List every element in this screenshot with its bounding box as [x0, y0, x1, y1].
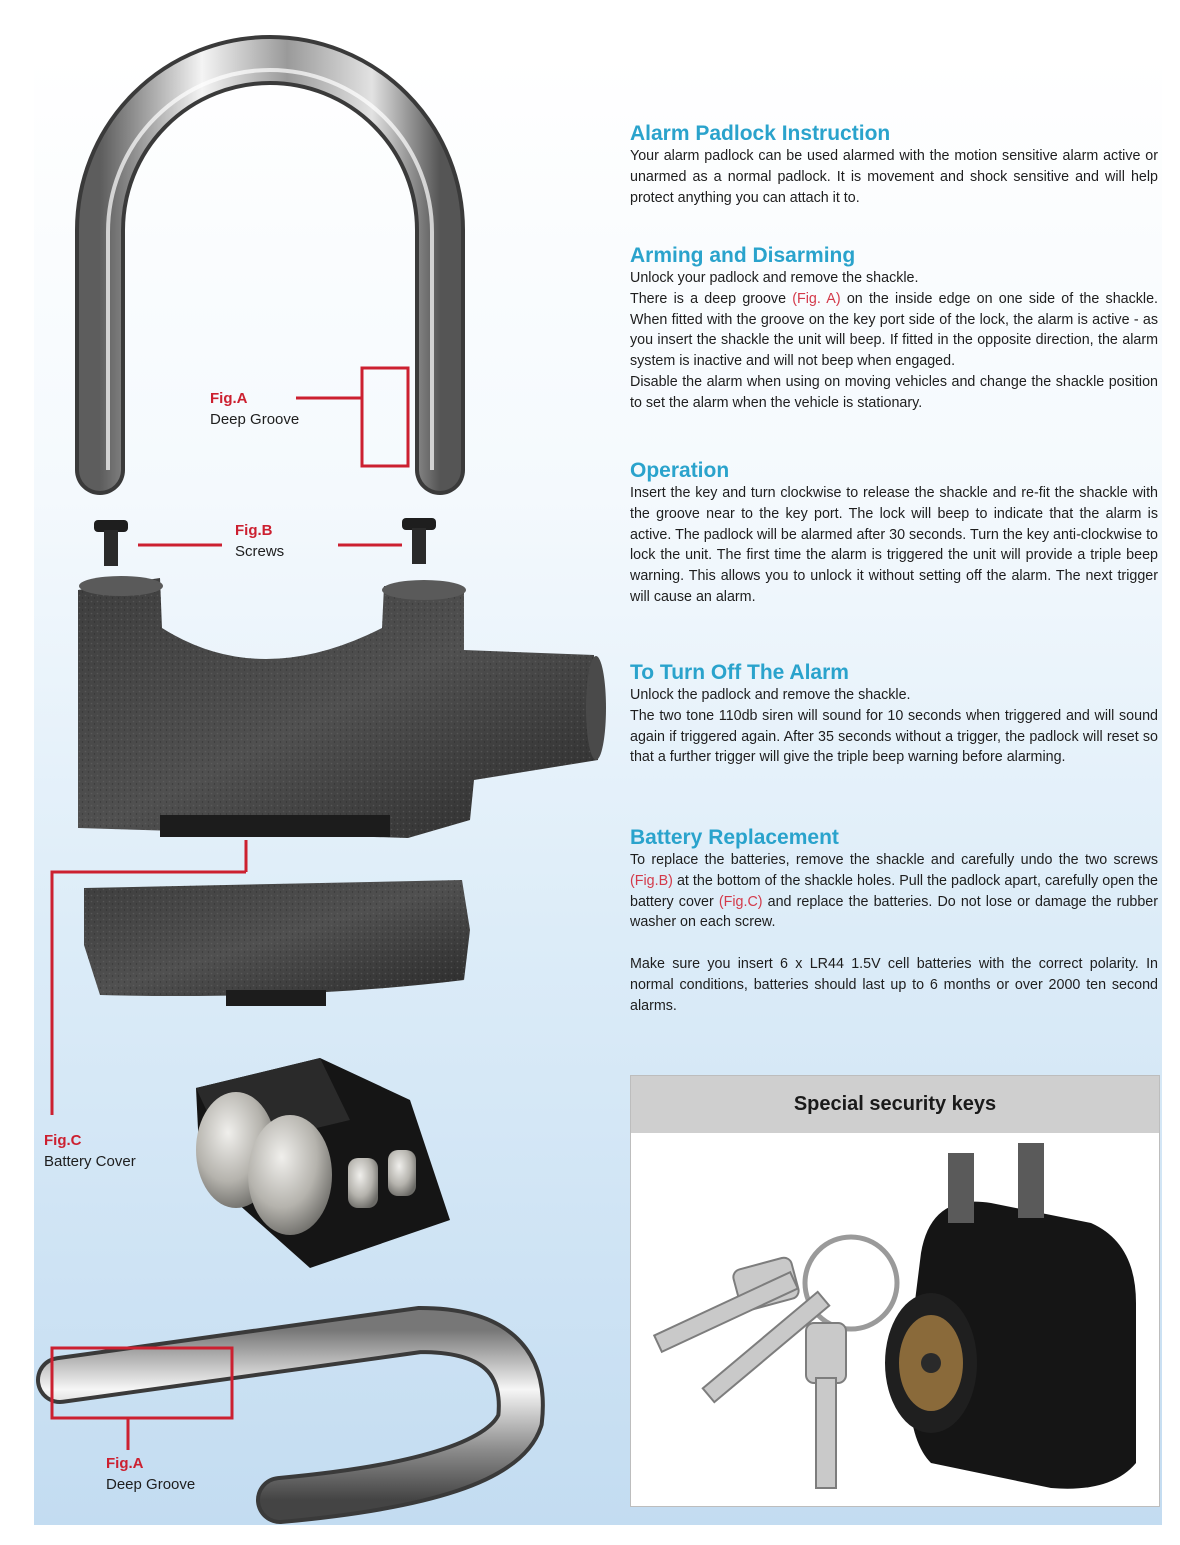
padlock-body [78, 576, 606, 838]
figure-reference: (Fig.B) [630, 872, 673, 889]
screw-left [94, 520, 128, 566]
fig-a-top-callout [296, 368, 408, 466]
section-turn-off [630, 661, 1158, 768]
screw-right [402, 518, 436, 564]
section-paragraph: Your alarm padlock can be used alarmed with the motion sensitive alarm active or unarmed as a normal padlock. It is movement and shock sensitive and will help protect anything you can attach it to. [630, 148, 1158, 206]
section-instruction [630, 122, 1158, 208]
section-paragraph: Insert the key and turn clockwise to release the shackle and re-fit the shackle with the groove near to the key port. The lock will beep to indicate that the alarm is active. The padlock will be alarmed after 30 seconds. Turn the key anti-clockwise to lock the unit. The first time the alarm is triggered the unit will provide a triple beep warning. This allows you to unlock it without setting off the alarm. The next trigger will cause an alarm. [630, 485, 1158, 605]
section-title: Operation [630, 459, 730, 482]
fig-b-text: Screws [235, 543, 285, 560]
fig-c-text: Battery Cover [44, 1153, 136, 1170]
security-keys-panel [630, 1075, 1160, 1507]
section-title: Arming and Disarming [630, 244, 856, 267]
security-keys-title: Special security keys [631, 1076, 1159, 1133]
figure-reference: (Fig. A) [792, 290, 841, 307]
padlock-base-cover [84, 880, 470, 1006]
section-title: Battery Replacement [630, 826, 839, 849]
section-paragraph: Disable the alarm when using on moving vehicles and change the shackle position to set the alarm when the vehicle is stationary. [630, 373, 1158, 411]
section-paragraph: The two tone 110db siren will sound for 10 seconds when triggered and will sound again if triggered again. After 35 seconds without a trigger, the padlock will reset so that a further trigger will give the triple beep warning before alarming. [630, 707, 1158, 766]
figure-reference: (Fig.C) [718, 893, 763, 910]
section-paragraph: There is a deep groove (Fig. A) on the inside edge on one side of the shackle. When fitted with the groove on the key port side of the lock, the alarm is active - as you insert the shackle the unit will beep. If fitted in the opposite direction, the alarm system is inactive and will not beep when engaged. [630, 290, 1158, 370]
section-paragraph: Unlock your padlock and remove the shackle. [630, 270, 919, 286]
battery-holder [196, 1058, 450, 1268]
security-keys-photo [631, 1133, 1159, 1506]
fig-a-bottom-text: Deep Groove [106, 1476, 196, 1493]
fig-b-label [235, 520, 284, 562]
fig-c-label [44, 1130, 136, 1172]
section-paragraph: Make sure you insert 6 x LR44 1.5V cell batteries with the correct polarity. In normal conditions, batteries should last up to 6 months or over 2000 ten second alarms. [630, 956, 1158, 1014]
fig-b-tag: Fig.B [235, 522, 273, 539]
fig-a-bottom-label [106, 1453, 195, 1495]
section-arming [630, 244, 1158, 414]
fig-a-top-label [210, 388, 299, 430]
fig-a-bottom-tag: Fig.A [106, 1455, 144, 1472]
section-paragraph: To replace the batteries, remove the shackle and carefully undo the two screws (Fig.B) at the bottom of the shackle holes. Pull the padlock apart, carefully open the battery cover (Fig.C) and replace the batteries. Do not lose or damage the rubber washer on each screw. [630, 852, 1159, 931]
section-battery [630, 826, 1158, 1017]
fig-a-top-tag: Fig.A [210, 390, 248, 407]
section-paragraph: Unlock the padlock and remove the shackle. [630, 687, 911, 703]
section-title: Alarm Padlock Instruction [630, 122, 891, 145]
section-operation [630, 459, 1158, 608]
fig-c-tag: Fig.C [44, 1132, 82, 1149]
fig-a-top-text: Deep Groove [210, 411, 300, 428]
section-title: To Turn Off The Alarm [630, 661, 849, 684]
